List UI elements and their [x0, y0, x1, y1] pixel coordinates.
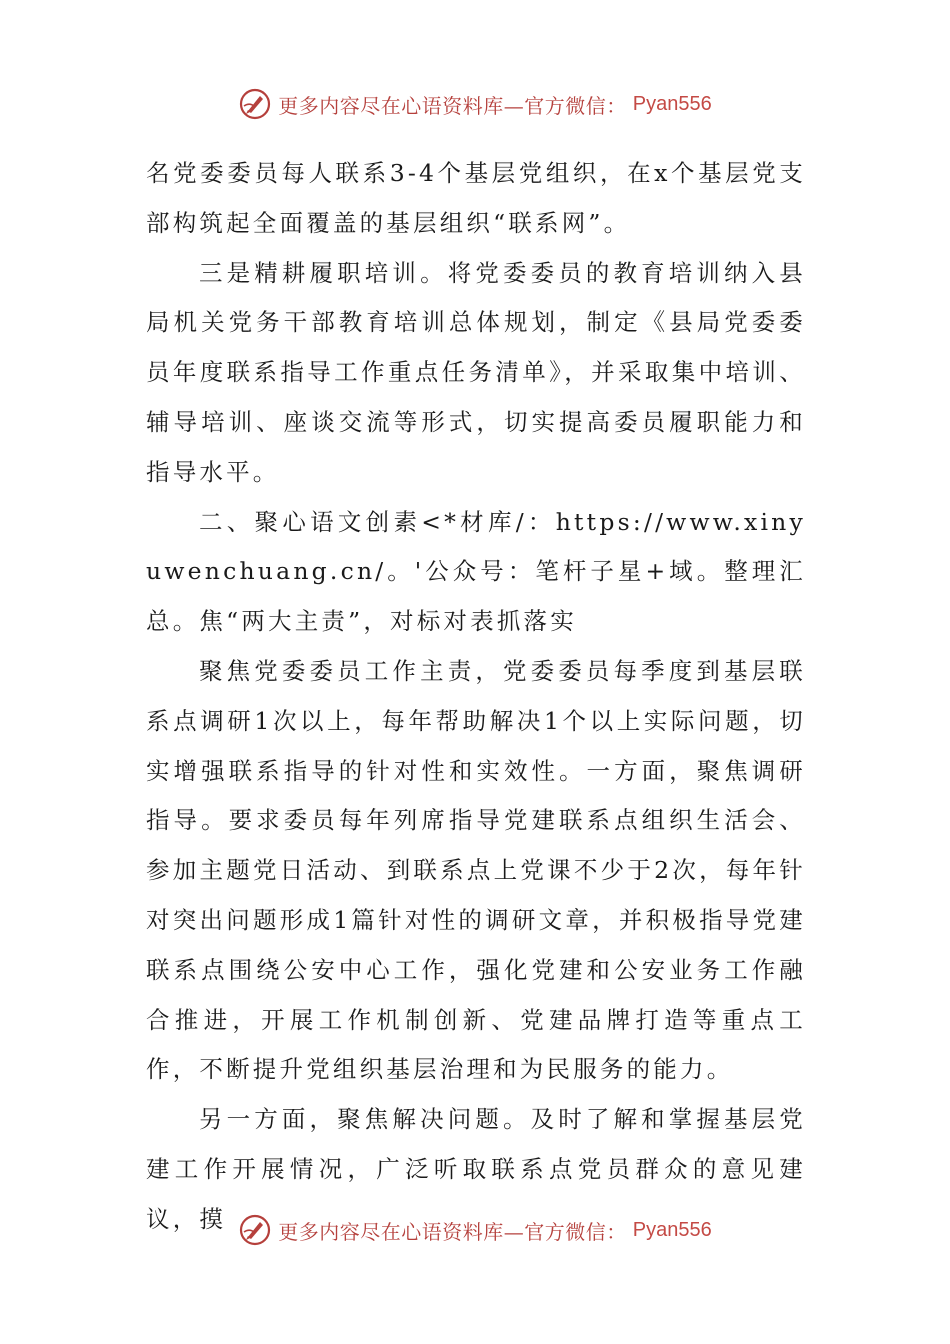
- banner-wechat-id: Pyan556: [632, 92, 712, 115]
- paragraph: 名党委委员每人联系3-4个基层党组织，在x个基层党支部构筑起全面覆盖的基层组织“联系网”。: [146, 159, 806, 237]
- paragraph: 另一方面，聚焦解决问题。及时了解和掌握基层党建工作开展情况，广泛听取联系点党员群众的意见建议，摸: [146, 1105, 806, 1233]
- banner-text: 更多内容尽在心语资料库—官方微信：: [278, 93, 627, 118]
- paragraph: 三是精耕履职培训。将党委委员的教育培训纳入县局机关党务干部教育培训总体规划，制定《县局党委委员年度联系指导工作重点任务清单》，并采取集中培训、辅导培训、座谈交流等形式，切实提高委员履职能力和指导水平。: [146, 258, 806, 486]
- header-banner: [0, 84, 950, 124]
- banner-wechat-id: Pyan556: [632, 1218, 712, 1241]
- document-body: [146, 149, 806, 1245]
- paragraph: 二、聚心语文创素<*材库/：https://www.xinyuwenchuang.cn/。'公众号：笔杆子星+域。整理汇总。焦“两大主责”，对标对表抓落实: [146, 507, 806, 636]
- footer-banner: [0, 1210, 950, 1250]
- pen-seal-icon: [238, 1213, 272, 1247]
- paragraph: 聚焦党委委员工作主责，党委委员每季度到基层联系点调研1次以上，每年帮助解决1个以上实际问题，切实增强联系指导的针对性和实效性。一方面，聚焦调研指导。要求委员每年列席指导党建联系点组织生活会、参加主题党日活动、到联系点上党课不少于2次，每年针对突出问题形成1篇针对性的调研文章，并积极指导党建联系点围绕公安中心工作，强化党建和公安业务工作融合推进，开展工作机制创新、党建品牌打造等重点工作，不断提升党组织基层治理和为民服务的能力。: [146, 656, 806, 1084]
- pen-seal-icon: [238, 87, 272, 121]
- banner-text: 更多内容尽在心语资料库—官方微信：: [278, 1219, 627, 1244]
